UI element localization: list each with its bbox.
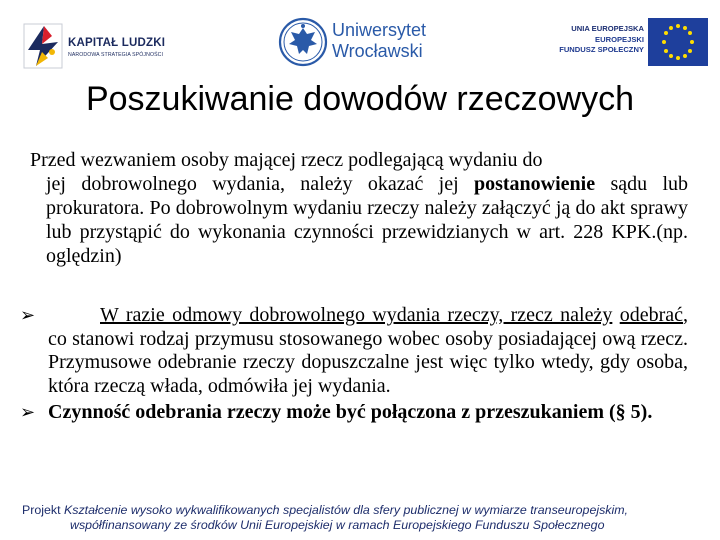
bullet-plain-b: , co stanowi rodzaj przymusu stosowanego wobec osoby posiadającej ową rzecz. Przymusowe odebranie rzeczy dopuszczalne jest więc tylko wtedy, gdy osoba, która rzeczą włada, odmówiła jej wydania.: [48, 304, 688, 397]
footer-line1: Kształcenie wysoko wykwalifikowanych specjalistów dla sfery publicznej w wymiarze transeuropejskim,: [64, 503, 629, 517]
university-name-line1: Uniwersytet: [332, 20, 427, 40]
arrow-bullet-icon: ➢: [20, 402, 36, 423]
university-name-line2: Wrocławski: [332, 41, 423, 61]
bullet-list: [20, 304, 688, 425]
eu-line2: EUROPEJSKI: [595, 34, 644, 44]
slide-title: Poszukiwanie dowodów rzeczowych: [85, 80, 635, 118]
footer-line2: współfinansowany ze środków Unii Europejskiej w ramach Europejskiego Funduszu Społecznego: [70, 518, 605, 532]
kapital-ludzki-star-icon: [22, 22, 64, 70]
bullet-underlined-b: odebrać: [619, 304, 683, 326]
kapital-ludzki-logo: [22, 22, 202, 70]
kapital-ludzki-subtitle: NARODOWA STRATEGIA SPÓJNOŚCI: [68, 52, 164, 58]
footer-label: Projekt: [22, 503, 65, 517]
eu-line3: FUNDUSZ SPOŁECZNY: [559, 45, 644, 54]
university-logo: [278, 14, 438, 70]
bullet-underlined-a: W razie odmowy dobrowolnego wydania rzeczy, rzecz należy: [100, 304, 613, 326]
eu-flag-icon: [646, 14, 710, 70]
eu-text: [559, 24, 644, 56]
project-footer: [22, 503, 702, 533]
eu-line1: UNIA EUROPEJSKA: [571, 24, 644, 33]
bullet-item: [20, 401, 688, 425]
eu-logo: [520, 14, 710, 70]
intro-paragraph: [30, 148, 688, 268]
bullet-plain-a: [612, 304, 619, 326]
bullet-item: [20, 304, 688, 398]
logo-bar: [0, 0, 720, 80]
kapital-ludzki-title: KAPITAŁ LUDZKI: [68, 37, 166, 49]
intro-text-a: jej dobrowolnego wydania, należy okazać jej: [46, 173, 474, 195]
intro-bold-term: postanowienie: [473, 173, 596, 195]
intro-text-b: sądu lub prokuratora. Po dobrowolnym wydaniu rzeczy należy załączyć ją do akt sprawy lub przystąpić do wykonania czynności przewidzianych w art. 228 KPK.(np. oględzin): [46, 173, 688, 267]
arrow-bullet-icon: ➢: [20, 305, 36, 326]
intro-rest: [30, 172, 688, 268]
bullet-bold-text: Czynność odebrania rzeczy może być połączona z przeszukaniem (§ 5).: [48, 401, 653, 423]
intro-first-line: Przed wezwaniem osoby mającej rzecz podlegającą wydaniu do: [30, 149, 543, 171]
university-eagle-seal-icon: [278, 14, 332, 70]
